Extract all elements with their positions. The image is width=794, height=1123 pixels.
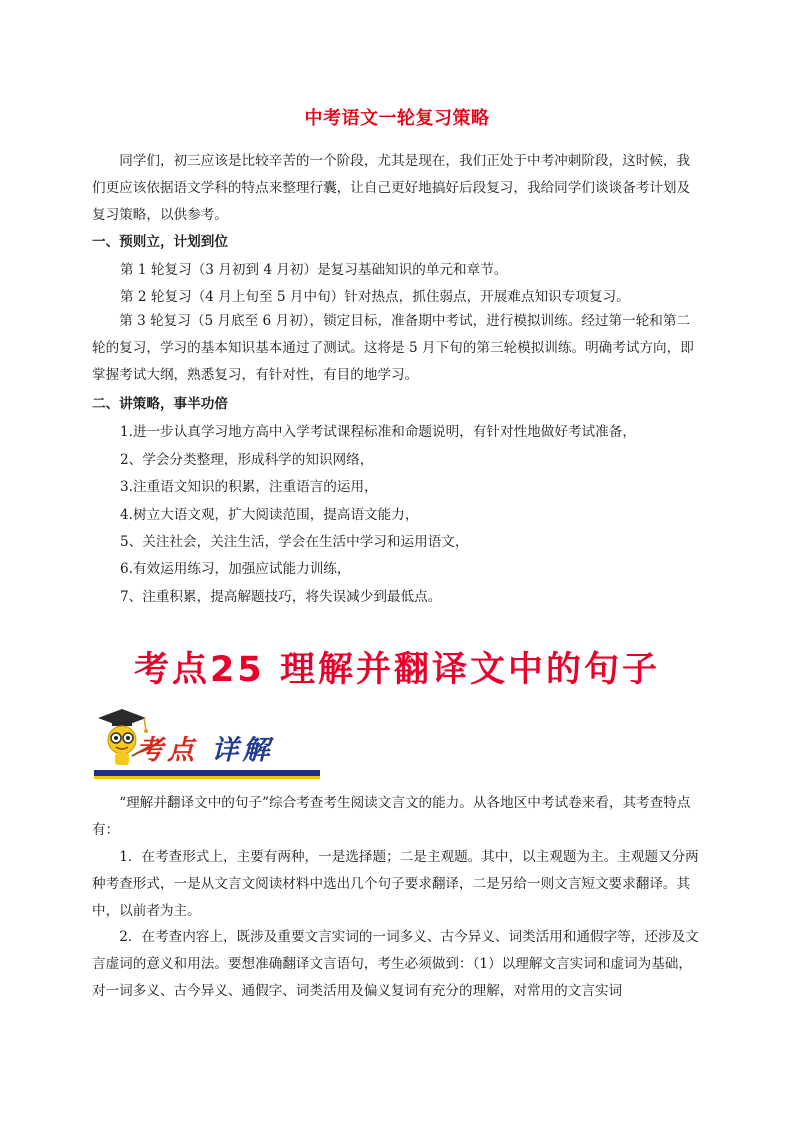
strategy-item: 5、关注社会，关注生活，学会在生活中学习和运用语文， [120,534,469,550]
strategy-item: 7、注重积累，提高解题技巧，将失误减少到最低点。 [120,589,442,605]
strategy-item: 1.进一步认真学习地方高中入学考试课程标准和命题说明，有针对性地做好考试准备， [120,424,636,440]
section2-heading: 二、讲策略，事半功倍 [92,396,228,412]
explain-paragraph-2: 1．在考查形式上，主要有两种，一是选择题；二是主观题。其中，以主观题为主。主观题又分两种考查形式，一是从文言文阅读材料中选出几个句子要求翻译，二是另给一则文言短文要求翻译。其中，以前者为主。 [92,849,699,919]
banner-label-part1: 考点 [136,735,198,766]
banner-label-part2: 详解 [211,735,274,766]
strategy-item: 4.树立大语文观，扩大阅读范围，提高语文能力， [120,507,419,523]
banner-underline-yellow [94,776,320,779]
explain-paragraph-3: 2．在考查内容上，既涉及重要文言实词的一词多义、古今异义、词类活用和通假字等，还涉及文言虚词的意义和用法。要想准确翻译文言语句，考生必须做到：（1）以理解文言实词和虚词为基础，对一词多义、古今异义、通假字、词类活用及偏义复词有充分的理解，对常用的文言实词 [92,929,699,999]
round3-paragraph: 第 3 轮复习（5 月底至 6 月初），锁定目标，准备期中考试，进行模拟训练。经过第一轮和第二轮的复习，学习的基本知识基本通过了测试。这将是 5 月下旬的第三轮模拟训练。明确考试方向，即掌握考试大纲，熟悉复习，有针对性，有目的地学习。 [92,313,694,383]
strategy-item: 6.有效运用练习，加强应试能力训练， [120,561,351,577]
section-banner [94,706,320,778]
strategy-item: 2、学会分类整理，形成科学的知识网络， [120,452,374,468]
round1-text: 第 1 轮复习（3 月初到 4 月初）是复习基础知识的单元和章节。 [120,262,508,278]
strategy-item: 3.注重语文知识的积累，注重语言的运用， [120,479,378,495]
banner-label [136,728,273,767]
topic-title: 考点25 理解并翻译文中的句子 [134,650,660,690]
intro-paragraph: 同学们，初三应该是比较辛苦的一个阶段，尤其是现在，我们正处于中考冲刺阶段，这时候，我们更应该依据语文学科的特点来整理行囊，让自己更好地搞好后段复习，我给同学们谈谈备考计划及复习策略，以供参考。 [92,153,691,223]
explain-paragraph-1: “理解并翻译文中的句子”综合考查考生阅读文言文的能力。从各地区中考试卷来看，其考查特点有： [92,795,691,838]
section1-heading: 一、预则立，计划到位 [92,234,228,250]
document-title: 中考语文一轮复习策略 [304,108,490,129]
round2-text: 第 2 轮复习（4 月上旬至 5 月中旬）针对热点，抓住弱点，开展难点知识专项复习。 [120,289,630,305]
